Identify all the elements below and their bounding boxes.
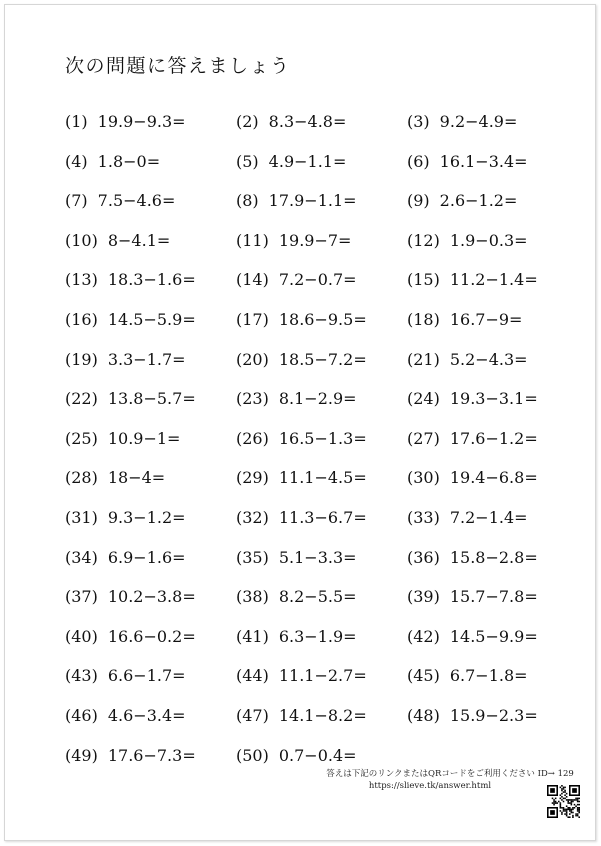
problem-item <box>65 666 236 706</box>
problem-number: (2) <box>236 112 259 131</box>
problem-item <box>407 310 578 350</box>
problem-grid <box>65 112 578 785</box>
problem-number: (7) <box>65 191 88 211</box>
problem-expression: 18.3−1.6= <box>107 270 196 290</box>
problem-expression: 1.8−0= <box>97 151 161 171</box>
problem-expression: 14.5−9.9= <box>449 626 538 646</box>
problem-number: (31) <box>65 507 98 527</box>
problem-number: (36) <box>407 547 440 567</box>
problem-number: (9) <box>407 191 430 211</box>
problem-number: (14) <box>236 270 269 290</box>
problem-expression: 7.2−0.7= <box>278 270 357 290</box>
problem-number: (6) <box>407 151 430 171</box>
problem-expression: 17.9−1.1= <box>268 191 357 211</box>
problem-expression: 10.9−1= <box>107 428 181 448</box>
problem-item <box>407 468 578 508</box>
problem-item <box>65 508 236 548</box>
problem-item <box>236 310 407 350</box>
problem-item <box>65 468 236 508</box>
problem-number: (50) <box>236 745 269 765</box>
problem-item <box>236 627 407 667</box>
worksheet-page <box>4 4 596 841</box>
problem-number: (29) <box>236 468 269 488</box>
problem-expression: 19.3−3.1= <box>449 389 538 409</box>
problem-number: (11) <box>236 230 269 250</box>
problem-number: (38) <box>236 587 269 607</box>
problem-item <box>407 627 578 667</box>
problem-number: (44) <box>236 666 269 686</box>
problem-item <box>407 548 578 588</box>
problem-expression: 11.1−4.5= <box>278 468 367 488</box>
problem-number: (47) <box>236 705 269 725</box>
problem-expression: 11.2−1.4= <box>449 270 538 290</box>
problem-expression: 14.1−8.2= <box>278 705 367 725</box>
problem-expression: 8.2−5.5= <box>278 587 357 607</box>
problem-expression: 18.6−9.5= <box>278 309 367 329</box>
problem-item <box>236 666 407 706</box>
problem-item <box>65 548 236 588</box>
problem-item <box>65 112 236 152</box>
problem-item <box>65 746 236 786</box>
problem-expression: 11.1−2.7= <box>278 666 367 686</box>
problem-item <box>65 191 236 231</box>
problem-expression: 18.5−7.2= <box>278 349 367 369</box>
problem-item <box>407 152 578 192</box>
problem-item <box>236 468 407 508</box>
problem-number: (4) <box>65 151 88 171</box>
problem-number: (12) <box>407 230 440 250</box>
qr-code-icon[interactable] <box>547 785 580 818</box>
problem-expression: 15.7−7.8= <box>449 587 538 607</box>
problem-number: (23) <box>236 389 269 409</box>
problem-number: (21) <box>407 349 440 369</box>
problem-item <box>236 152 407 192</box>
problem-item <box>236 191 407 231</box>
problem-number: (39) <box>407 587 440 607</box>
problem-item <box>236 231 407 271</box>
problem-expression: 2.6−1.2= <box>439 191 518 211</box>
problem-number: (30) <box>407 468 440 488</box>
answer-url[interactable]: https://slieve.tk/answer.html <box>368 781 492 791</box>
problem-item <box>65 706 236 746</box>
page-title: 次の問題に答えましょう <box>65 55 291 77</box>
problem-expression: 3.3−1.7= <box>107 349 186 369</box>
problem-item <box>65 627 236 667</box>
problem-number: (24) <box>407 389 440 409</box>
problem-item <box>236 508 407 548</box>
problem-item <box>407 231 578 271</box>
problem-number: (5) <box>236 151 259 171</box>
problem-expression: 8−4.1= <box>107 230 171 250</box>
problem-number: (16) <box>65 309 98 329</box>
problem-item <box>65 389 236 429</box>
problem-item <box>65 587 236 627</box>
problem-expression: 7.5−4.6= <box>97 191 176 211</box>
problem-number: (34) <box>65 547 98 567</box>
problem-expression: 16.1−3.4= <box>439 151 528 171</box>
problem-number: (40) <box>65 626 98 646</box>
problem-expression: 13.8−5.7= <box>107 389 196 409</box>
problem-item <box>65 152 236 192</box>
problem-expression: 14.5−5.9= <box>107 309 196 329</box>
problem-item <box>236 112 407 152</box>
problem-item <box>236 350 407 390</box>
problem-expression: 6.7−1.8= <box>449 666 528 686</box>
problem-expression: 0.7−0.4= <box>278 745 357 765</box>
problem-expression: 5.1−3.3= <box>278 547 357 567</box>
problem-expression: 7.2−1.4= <box>449 507 528 527</box>
problem-item <box>407 706 578 746</box>
problem-item <box>407 191 578 231</box>
problem-item <box>236 429 407 469</box>
problem-number: (8) <box>236 191 259 211</box>
problem-expression: 19.9−7= <box>278 230 352 250</box>
answer-footer <box>325 768 575 792</box>
problem-item <box>236 548 407 588</box>
problem-number: (15) <box>407 270 440 290</box>
problem-expression: 8.1−2.9= <box>278 389 357 409</box>
problem-item <box>65 270 236 310</box>
problem-expression: 6.6−1.7= <box>107 666 186 686</box>
problem-expression: 16.5−1.3= <box>278 428 367 448</box>
problem-number: (22) <box>65 389 98 409</box>
problem-number: (20) <box>236 349 269 369</box>
problem-item <box>407 429 578 469</box>
problem-number: (41) <box>236 626 269 646</box>
problem-expression: 9.2−4.9= <box>439 112 518 131</box>
problem-number: (42) <box>407 626 440 646</box>
problem-number: (10) <box>65 230 98 250</box>
problem-number: (1) <box>65 112 88 131</box>
problem-item <box>407 270 578 310</box>
problem-expression: 6.3−1.9= <box>278 626 357 646</box>
problem-number: (17) <box>236 309 269 329</box>
problem-item <box>65 350 236 390</box>
problem-number: (35) <box>236 547 269 567</box>
problem-expression: 4.9−1.1= <box>268 151 347 171</box>
problem-number: (45) <box>407 666 440 686</box>
problem-expression: 18−4= <box>107 468 166 488</box>
problem-expression: 4.6−3.4= <box>107 705 186 725</box>
problem-expression: 15.9−2.3= <box>449 705 538 725</box>
problem-number: (3) <box>407 112 430 131</box>
problem-number: (13) <box>65 270 98 290</box>
problem-expression: 5.2−4.3= <box>449 349 528 369</box>
problem-number: (18) <box>407 309 440 329</box>
problem-number: (37) <box>65 587 98 607</box>
problem-item <box>236 389 407 429</box>
problem-expression: 17.6−7.3= <box>107 745 196 765</box>
problem-item <box>407 389 578 429</box>
problem-expression: 19.9−9.3= <box>97 112 186 131</box>
problem-expression: 6.9−1.6= <box>107 547 186 567</box>
problem-expression: 17.6−1.2= <box>449 428 538 448</box>
answer-note: 答えは下記のリンクまたはQRコードをご利用ください ID→ 129 <box>326 769 574 779</box>
problem-item <box>65 310 236 350</box>
problem-number: (27) <box>407 428 440 448</box>
problem-item <box>407 666 578 706</box>
problem-number: (46) <box>65 705 98 725</box>
problem-number: (26) <box>236 428 269 448</box>
problem-item <box>236 270 407 310</box>
problem-item <box>65 231 236 271</box>
problem-expression: 19.4−6.8= <box>449 468 538 488</box>
problem-item <box>65 429 236 469</box>
problem-number: (28) <box>65 468 98 488</box>
problem-expression: 15.8−2.8= <box>449 547 538 567</box>
problem-expression: 8.3−4.8= <box>268 112 347 131</box>
problem-item <box>407 350 578 390</box>
problem-expression: 9.3−1.2= <box>107 507 186 527</box>
problem-number: (49) <box>65 745 98 765</box>
problem-number: (43) <box>65 666 98 686</box>
problem-item <box>407 112 578 152</box>
problem-expression: 16.6−0.2= <box>107 626 196 646</box>
problem-number: (33) <box>407 507 440 527</box>
problem-item <box>236 587 407 627</box>
problem-expression: 16.7−9= <box>449 309 523 329</box>
problem-expression: 1.9−0.3= <box>449 230 528 250</box>
problem-item <box>236 706 407 746</box>
problem-number: (25) <box>65 428 98 448</box>
problem-item <box>407 508 578 548</box>
problem-number: (32) <box>236 507 269 527</box>
problem-expression: 10.2−3.8= <box>107 587 196 607</box>
problem-item <box>407 587 578 627</box>
problem-number: (19) <box>65 349 98 369</box>
problem-number: (48) <box>407 705 440 725</box>
problem-expression: 11.3−6.7= <box>278 507 367 527</box>
